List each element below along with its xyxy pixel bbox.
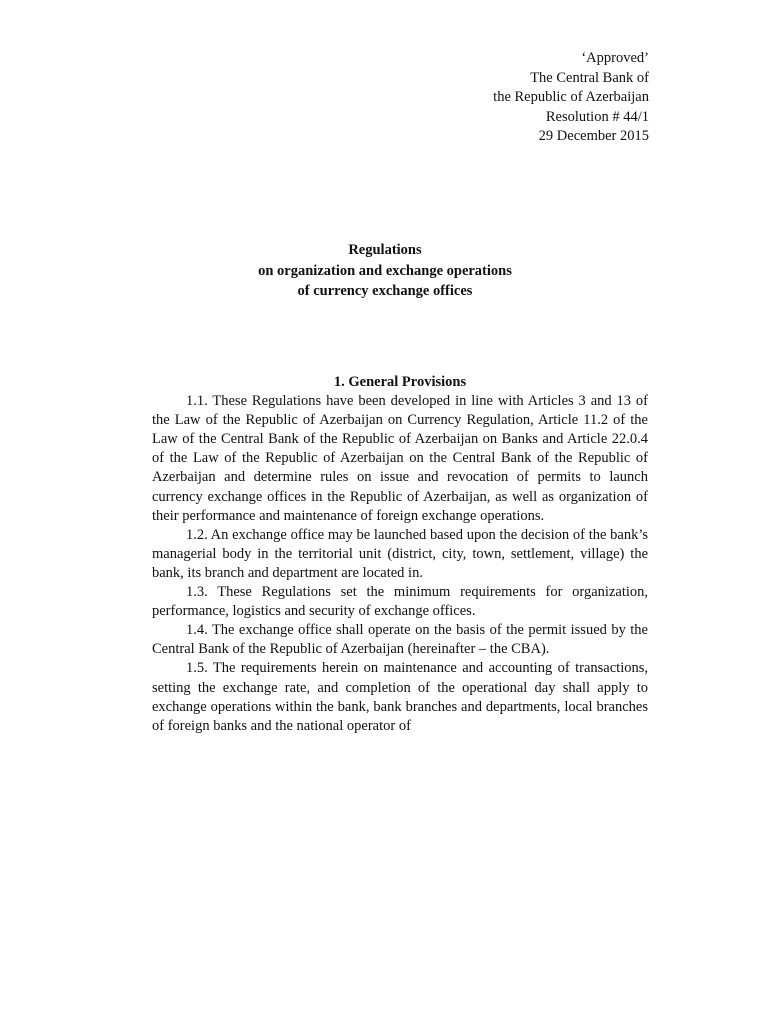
title-line-2: on organization and exchange operations [258,262,512,279]
paragraph-1-1: 1.1. These Regulations have been developed in line with Articles 3 and 13 of the Law of the Republic of Azerbaijan on Currency Regulation, Article 11.2 of the Law of the Central Bank of the Republic of Azerbaijan on Banks and Article 22.0.4 of the Law of the Republic of Azerbaijan on the Central Bank of the Republic of Azerbaijan and determine rules on issue and revocation of permits to launch currency exchange offices in the Republic of Azerbaijan, as well as organization of their performance and maintenance of foreign exchange operations. [152,393,648,524]
approval-date: 29 December 2015 [538,128,649,145]
approval-authority: The Central Bank of [530,69,649,86]
title-line-1: Regulations [348,242,422,258]
paragraph-1-2: 1.2. An exchange office may be launched based upon the decision of the bank’s managerial body in the territorial unit (district, city, town, settlement, village) the bank, its branch and department are located in. [152,526,648,581]
paragraph-1-3: 1.3. These Regulations set the minimum requirements for organization, performance, logistics and security of exchange offices. [152,584,648,620]
document-title [0,240,770,302]
approval-label: ‘Approved’ [581,50,649,66]
approval-authority-country: the Republic of Azerbaijan [493,89,649,106]
paragraph-1-5: 1.5. The requirements herein on maintenance and accounting of transactions, setting the exchange rate, and completion of the operational day shall apply to exchange operations within the bank, bank branches and departments, local branches of foreign banks and the national operator of [152,660,648,734]
approval-block [493,49,649,147]
title-line-3: of currency exchange offices [297,283,473,299]
approval-resolution-number: Resolution # 44/1 [545,108,649,125]
paragraph-1-4: 1.4. The exchange office shall operate on the basis of the permit issued by the Central Bank of the Republic of Azerbaijan (hereinafter – the CBA). [152,622,648,658]
general-provisions-section [152,373,648,736]
section-heading: 1. General Provisions [333,374,467,390]
